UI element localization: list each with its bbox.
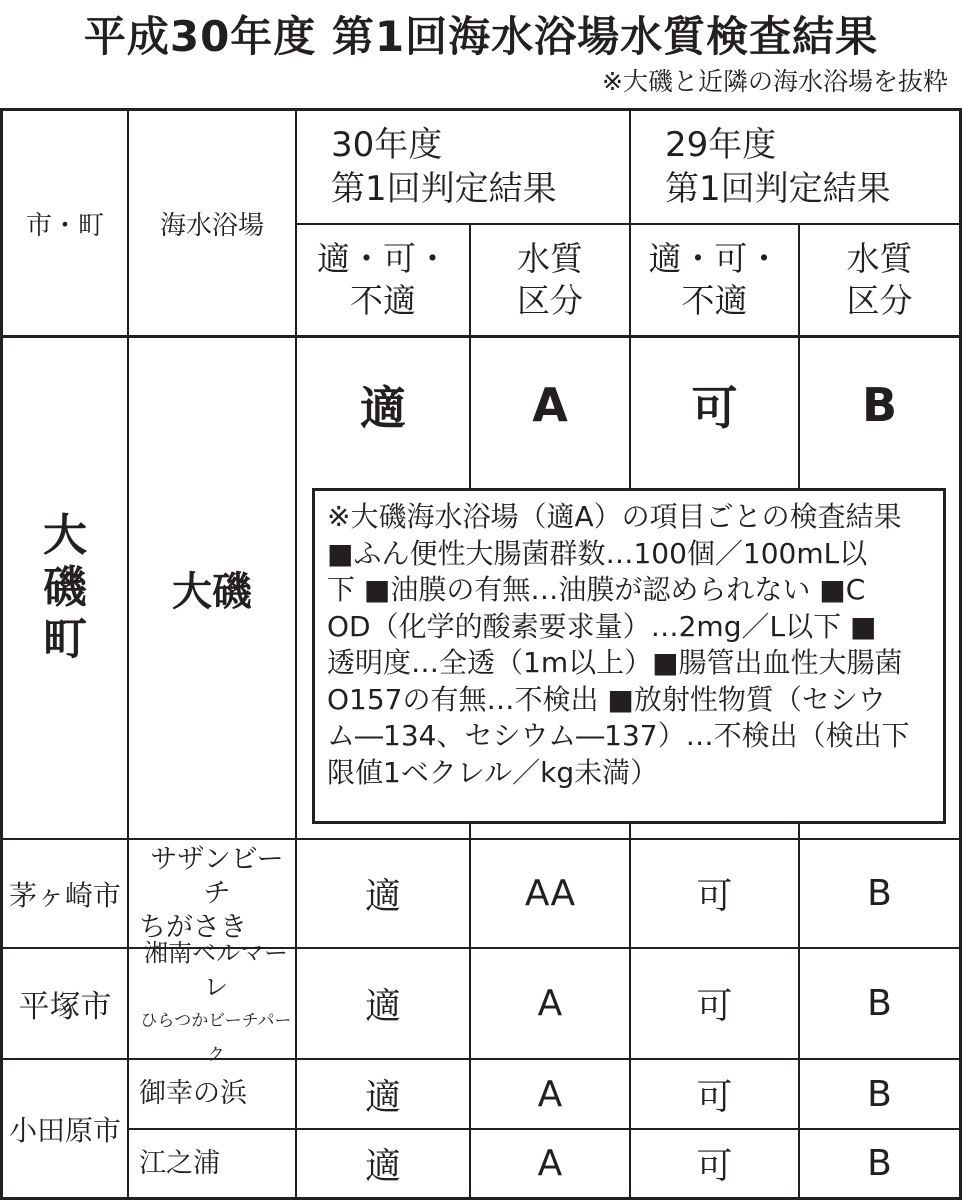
row-beach xyxy=(129,1130,295,1197)
featured-quality-2017: B xyxy=(861,378,898,432)
row-beach-line1: 御幸の浜 xyxy=(139,1078,247,1109)
row-quality-2018: AA xyxy=(524,873,576,914)
featured-city-char: 大 xyxy=(43,510,87,561)
subtitle: ※大磯と近隣の海水浴場を抜粋 xyxy=(602,67,948,96)
header-2017-result xyxy=(631,111,959,223)
header-beach: 海水浴場 xyxy=(159,210,264,241)
header-judge-line2: 不適 xyxy=(681,281,748,320)
header-2018-year: 30年度 xyxy=(331,125,443,165)
header-2017-quality xyxy=(800,225,959,335)
header-2018-round: 第1回判定結果 xyxy=(331,169,557,209)
row-quality-2017: B xyxy=(867,1073,892,1115)
note-line: 下 ■油膜の有無…油膜が認められない ■C xyxy=(327,573,866,606)
featured-beach: 大磯 xyxy=(172,568,252,615)
row-beach xyxy=(129,1060,295,1128)
row-judge-2017: 可 xyxy=(696,986,733,1027)
header-quality-line1: 水質 xyxy=(846,239,913,278)
row-beach xyxy=(129,938,295,1065)
note-line: O157の有無…不検出 ■放射性物質（セシウ xyxy=(327,682,886,716)
row-beach xyxy=(129,840,295,947)
row-beach-line1: サザンビーチ xyxy=(150,843,284,909)
header-2018-quality xyxy=(471,225,629,335)
header-2017-round: 第1回判定結果 xyxy=(665,169,891,209)
featured-judge-2018: 適 xyxy=(360,381,406,435)
header-2017-year: 29年度 xyxy=(665,125,777,165)
row-quality-2017: B xyxy=(867,873,892,914)
header-2018-judge xyxy=(297,225,469,335)
row-city: 小田原市 xyxy=(8,1113,121,1147)
header-city: 市・町 xyxy=(25,210,104,241)
header-quality-line2: 区分 xyxy=(517,281,583,320)
featured-city xyxy=(3,338,127,838)
row-beach-line2: ひらつかビーチパーク xyxy=(140,1010,292,1065)
row-beach-line2: ちがさき xyxy=(139,911,247,943)
note-line: ■ふん便性大腸菌群数…100個／100mL以 xyxy=(327,536,868,570)
header-judge-line1: 適・可・ xyxy=(317,239,449,278)
row-quality-2018: A xyxy=(537,983,563,1024)
note-line: 限値1ベクレル／kg未満） xyxy=(327,755,659,789)
row-quality-2018: A xyxy=(537,1073,563,1115)
note-line: 透明度…全透（1m以上）■腸管出血性大腸菌 xyxy=(327,646,903,679)
note-line: ム―134、セシウム―137）…不検出（検出下 xyxy=(327,719,910,752)
featured-judge-2017: 可 xyxy=(691,381,738,435)
row-beach-line1: 湘南ベルマーレ xyxy=(144,938,288,1001)
row-judge-2017: 可 xyxy=(696,1146,733,1187)
row-beach-line1: 江之浦 xyxy=(139,1147,220,1179)
row-quality-2017: B xyxy=(867,1143,892,1184)
header-judge-line1: 適・可・ xyxy=(648,239,781,278)
header-judge-line2: 不適 xyxy=(350,281,416,320)
row-judge-2017: 可 xyxy=(696,1076,733,1118)
row-judge-2018: 適 xyxy=(364,1076,401,1118)
row-judge-2017: 可 xyxy=(696,876,733,917)
page-title: 平成30年度 第1回海水浴場水質検査結果 xyxy=(83,12,879,61)
header-2018-result xyxy=(297,111,629,223)
row-city: 茅ヶ崎市 xyxy=(8,878,121,912)
inspection-note-box xyxy=(312,488,946,824)
row-judge-2018: 適 xyxy=(364,1146,401,1187)
note-line: ※大磯海水浴場（適A）の項目ごとの検査結果 xyxy=(327,500,902,533)
header-2017-judge xyxy=(631,225,798,335)
row-quality-2017: B xyxy=(867,983,892,1024)
featured-quality-2018: A xyxy=(532,378,568,432)
header-quality-line1: 水質 xyxy=(517,239,583,278)
note-line: OD（化学的酸素要求量）…2mg／L以下 ■ xyxy=(327,609,877,643)
row-quality-2018: A xyxy=(537,1143,563,1184)
row-judge-2018: 適 xyxy=(364,876,401,917)
row-city: 平塚市 xyxy=(18,989,112,1025)
header-quality-line2: 区分 xyxy=(846,281,913,320)
featured-city-char: 町 xyxy=(43,614,87,665)
row-judge-2018: 適 xyxy=(364,986,401,1027)
featured-city-char: 磯 xyxy=(43,562,87,613)
